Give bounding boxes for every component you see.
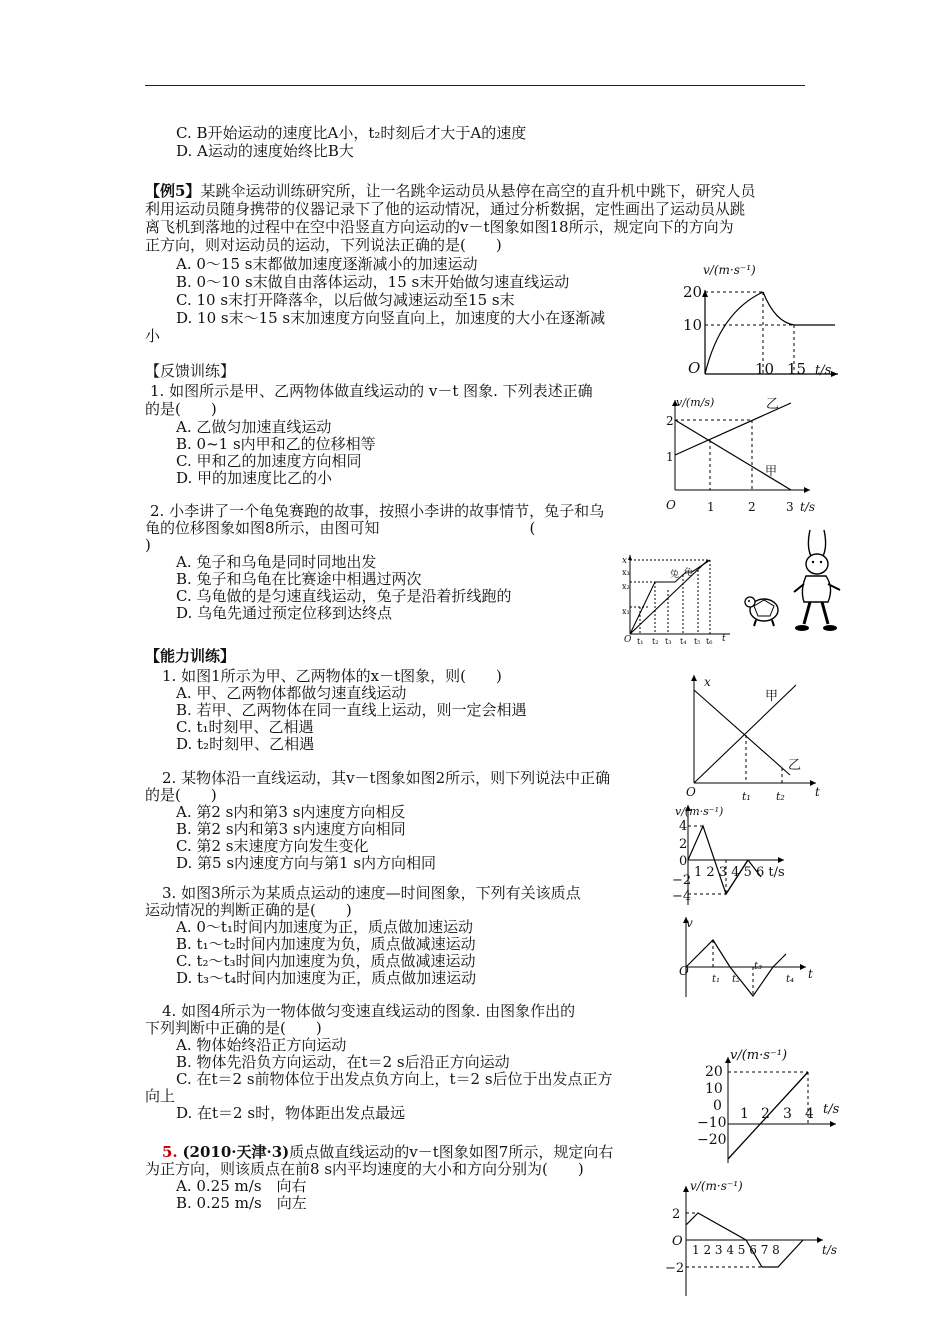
- fb-q1-option-b: B. 0~1 s内甲和乙的位移相等: [176, 435, 376, 453]
- example5-option-d-cont: 小: [145, 327, 161, 345]
- ab-q2-option-d: D. 第5 s内速度方向与第1 s内方向相同: [176, 854, 437, 872]
- a1-t-axis: t: [815, 785, 820, 799]
- ab-q5-line2: 为正方向，则该质点在前8 s内平均速度的大小和方向分别为( ): [145, 1160, 584, 1178]
- fig18-origin: O: [688, 359, 701, 377]
- a4-y20: 20: [705, 1064, 723, 1080]
- option-d: D. A运动的速度始终比B大: [176, 142, 354, 160]
- a3-t1: t₁: [712, 974, 721, 985]
- fb2-x1: x₁: [622, 607, 630, 616]
- ab-q3-option-d: D. t₃～t₄时间内加速度为正，质点做加速运动: [176, 969, 477, 987]
- a5-x-ticks: 1 2 3 4 5 6 7 8: [692, 1243, 780, 1257]
- ab-q4-option-c-cont: 向上: [145, 1087, 176, 1105]
- option-c: C. B开始运动的速度比A小，t₂时刻后才大于A的速度: [176, 124, 527, 142]
- fb2-label-gui: 龟: [684, 568, 694, 578]
- ab-q4-line2: 下列判断中正确的是( ): [145, 1019, 322, 1037]
- fb-q1-option-d: D. 甲的加速度比乙的小: [176, 469, 333, 487]
- fb2-t6: t₆: [706, 637, 713, 646]
- a4-x4: 4: [805, 1106, 814, 1122]
- ab-q2-option-b: B. 第2 s内和第3 s内速度方向相同: [176, 820, 406, 838]
- a5-y2: 2: [672, 1207, 681, 1222]
- ab-q5-option-a: A. 0.25 m/s 向右: [176, 1177, 307, 1195]
- fb2-origin: O: [624, 635, 632, 645]
- fb1-xlabel: t/s: [800, 500, 816, 514]
- fb1-y2: 2: [666, 414, 674, 428]
- fb1-label-jia: 甲: [765, 464, 778, 478]
- fb-q1-line2: 的是( ): [145, 400, 217, 418]
- fb-q2-line3: ): [145, 536, 151, 554]
- a5-ym2: −2: [665, 1261, 685, 1276]
- fig18-ylabel: v/(m·s⁻¹): [703, 263, 756, 277]
- fb-q1-option-c: C. 甲和乙的加速度方向相同: [176, 452, 362, 470]
- fb1-x2: 2: [748, 500, 756, 514]
- ab-q2-line1: 2. 某物体沿一直线运动，其v－t图象如图2所示，则下列说法中正确: [162, 769, 611, 787]
- example5-option-a: A. 0～15 s末都做加速度逐渐减小的加速运动: [176, 255, 478, 273]
- a2-y4: 4: [679, 819, 688, 834]
- ab-q5-line1: [162, 1144, 613, 1161]
- ab-q5-option-b: B. 0.25 m/s 向左: [176, 1194, 307, 1212]
- fb2-t3: t₃: [665, 637, 672, 646]
- fig18-y10: 10: [683, 316, 703, 334]
- a5-origin: O: [672, 1234, 683, 1249]
- fb2-x3: x₃: [622, 568, 630, 577]
- fig18-y20: 20: [683, 283, 703, 301]
- ab-q2-line2: 的是( ): [145, 786, 217, 804]
- fb1-ylabel: v/(m/s): [676, 396, 715, 409]
- fb2-t5: t₅: [694, 637, 701, 646]
- a4-x3: 3: [783, 1106, 792, 1122]
- ab-q3-option-b: B. t₁～t₂时间内加速度为负，质点做减速运动: [176, 935, 476, 953]
- a2-ym2: −2: [672, 873, 692, 888]
- ab-q4-option-a: A. 物体始终沿正方向运动: [176, 1036, 347, 1054]
- example5-option-d: D. 10 s末～15 s末加速度方向竖直向上，加速度的大小在逐渐减: [176, 309, 606, 327]
- example5-line3: 离飞机到落地的过程中在空中沿竖直方向运动的v－t图象如图18所示，规定向下的方向为: [145, 218, 734, 236]
- fb1-y1: 1: [666, 450, 674, 464]
- ab-q4-option-b: B. 物体先沿负方向运动，在t＝2 s后沿正方向运动: [176, 1053, 510, 1071]
- example5-label: 【例5】: [145, 182, 201, 200]
- fig18-x10: 10: [755, 360, 775, 378]
- ab-q4-line1: 4. 如图4所示为一物体做匀变速直线运动的图象. 由图象作出的: [162, 1002, 576, 1020]
- fb1-x1: 1: [707, 500, 715, 514]
- a1-origin: O: [686, 785, 696, 799]
- fb2-t-axis: t: [722, 634, 726, 644]
- fb2-t2: t₂: [652, 637, 659, 646]
- example5-line1: [145, 183, 755, 200]
- ab-q2-option-a: A. 第2 s内和第3 s内速度方向相反: [176, 803, 406, 821]
- a4-ym10: −10: [697, 1115, 727, 1131]
- fb2-t1: t₁: [637, 637, 644, 646]
- ab-q1-line1: 1. 如图1所示为甲、乙两物体的x－t图象，则( ): [162, 667, 502, 685]
- fb-q2-line1: 2. 小李讲了一个龟兔赛跑的故事，按照小李讲的故事情节，兔子和乌: [150, 502, 605, 520]
- a2-y2: 2: [679, 837, 688, 852]
- ab-q1-option-a: A. 甲、乙两物体都做匀速直线运动: [176, 684, 407, 702]
- ab-q2-option-c: C. 第2 s末速度方向发生变化: [176, 837, 369, 855]
- ab-q3-line2: 运动情况的判断正确的是( ): [145, 901, 352, 919]
- a4-ylabel: v/(m·s⁻¹): [730, 1048, 788, 1063]
- a4-ym20: −20: [697, 1132, 727, 1148]
- example5-option-b: B. 0～10 s末做自由落体运动，15 s末开始做匀速直线运动: [176, 273, 570, 291]
- fb2-label-tu: 兔: [670, 570, 680, 580]
- ab-q3-line1: 3. 如图3所示为某质点运动的速度—时间图象，下列有关该质点: [162, 884, 581, 902]
- ability-title: 【能力训练】: [145, 647, 236, 665]
- example5-option-c: C. 10 s末打开降落伞，以后做匀减速运动至15 s末: [176, 291, 515, 309]
- ab-q1-option-c: C. t₁时刻甲、乙相遇: [176, 718, 314, 736]
- a1-label-yi: 乙: [788, 758, 802, 773]
- a3-t4: t₄: [786, 974, 795, 985]
- feedback-q2-graph: [620, 550, 735, 640]
- a1-label-jia: 甲: [765, 689, 779, 704]
- fb-q2-line2: 龟的位移图象如图8所示，由图可知 (: [145, 519, 536, 537]
- a4-y10: 10: [705, 1081, 723, 1097]
- ab-q3-option-a: A. 0～t₁时间内加速度为正，质点做加速运动: [176, 918, 473, 936]
- a2-x-ticks: 1 2 3 4 5 6 t/s: [694, 865, 785, 880]
- ab-q5-source: (2010·天津·3): [182, 1143, 290, 1161]
- ab-q4-option-d: D. 在t＝2 s时，物体距出发点最远: [176, 1104, 406, 1122]
- turtle-illustration: [742, 588, 784, 630]
- fb1-label-yi: 乙: [766, 397, 780, 412]
- a3-t3: t₃: [754, 961, 763, 972]
- fb-q2-option-b: B. 兔子和乌龟在比赛途中相遇过两次: [176, 570, 422, 588]
- ab-q3-option-c: C. t₂～t₃时间内加速度为负，质点做减速运动: [176, 952, 476, 970]
- feedback-title: 【反馈训练】: [145, 362, 236, 380]
- a2-ylabel: v/(m·s⁻¹): [675, 805, 724, 818]
- a1-ylabel: x: [704, 675, 711, 689]
- a3-t-axis: t: [808, 967, 813, 981]
- fb-q1-option-a: A. 乙做匀加速直线运动: [176, 418, 332, 436]
- ability-q5-graph: [668, 1180, 828, 1298]
- fb2-x2: x₂: [622, 582, 630, 591]
- fb1-origin: O: [666, 498, 676, 512]
- fb-q2-option-c: C. 乌龟做的是匀速直线运动，兔子是沿着折线跑的: [176, 587, 512, 605]
- fb1-x3: 3: [786, 500, 794, 514]
- fb2-t4: t₄: [680, 637, 687, 646]
- ab-q1-option-d: D. t₂时刻甲、乙相遇: [176, 735, 315, 753]
- fb2-ylabel: x: [622, 556, 628, 566]
- a2-y0: 0: [679, 854, 688, 869]
- ab-q4-option-c: C. 在t＝2 s前物体位于出发点负方向上，t＝2 s后位于出发点正方: [176, 1070, 613, 1088]
- fb-q2-option-a: A. 兔子和乌龟是同时同地出发: [176, 553, 377, 571]
- fb-q2-option-d: D. 乌龟先通过预定位移到达终点: [176, 604, 393, 622]
- fig18-x15: 15: [787, 360, 807, 378]
- example5-line2: 利用运动员随身携带的仪器记录下了他的运动情况，通过分析数据，定性画出了运动员从跳: [145, 200, 746, 218]
- a3-t2: t₂: [732, 974, 741, 985]
- a4-xlabel: t/s: [823, 1102, 840, 1117]
- ab-q1-option-b: B. 若甲、乙两物体在同一直线上运动，则一定会相遇: [176, 701, 527, 719]
- rabbit-illustration: [790, 528, 850, 636]
- a1-t1: t₁: [742, 790, 751, 803]
- a3-ylabel: v: [686, 916, 693, 930]
- a5-ylabel: v/(m·s⁻¹): [690, 1179, 743, 1193]
- ab-q5-text: 质点做直线运动的v－t图象如图7所示，规定向右: [289, 1143, 614, 1161]
- ab-q5-number: 5.: [162, 1143, 178, 1161]
- a4-x1: 1: [740, 1106, 749, 1122]
- header-rule: [145, 85, 805, 86]
- a4-y0: 0: [713, 1098, 722, 1114]
- a2-ym4: −4: [672, 889, 692, 904]
- a1-t2: t₂: [776, 790, 785, 803]
- a3-origin: O: [679, 964, 689, 978]
- a4-x2: 2: [761, 1106, 770, 1122]
- a5-xlabel: t/s: [822, 1243, 838, 1257]
- example5-line4: 正方向，则对运动员的运动，下列说法正确的是( ): [145, 236, 502, 254]
- example5-text: 某跳伞运动训练研究所，让一名跳伞运动员从悬停在高空的直升机中跳下，研究人员: [200, 182, 756, 200]
- fb-q1-line1: 1. 如图所示是甲、乙两物体做直线运动的 v－t 图象. 下列表述正确: [150, 382, 593, 400]
- fig18-xlabel: t/s: [815, 363, 832, 378]
